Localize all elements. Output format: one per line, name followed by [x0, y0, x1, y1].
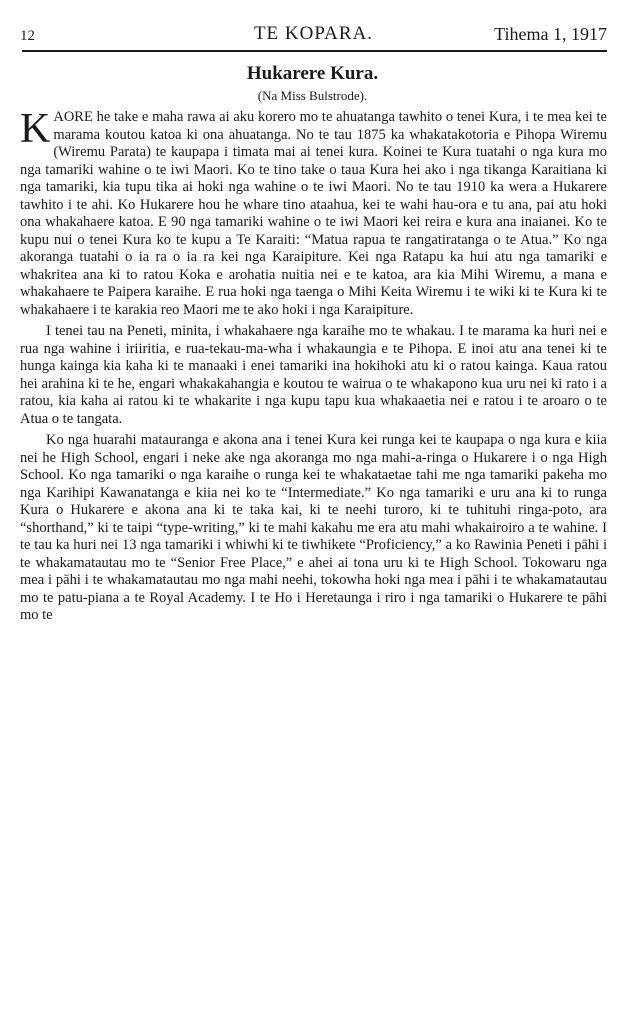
paragraph-3: Ko nga huarahi matauranga e akona ana i tenei Kura kei runga kei te kaupapa o nga kura e kiia nei he High School, engari i neke ake nga akoranga mo nga mahi-a-ringa o Hukarere i o nga High School. Ko nga tamariki o nga karaihe o runga kei te whakataetae tahi me nga tamariki pakeha mo nga Karihipi Kawanatanga e kiia nei ko te “Intermediate.” Ko nga tamariki e uru ana ki to runga Kura o Hukarere e akona ana ki te taka kai, ki te neehi turoro, ki te tuhituhi ringa-poto, ara “shorthand,” ki te taipi “type-writing,” ki te mahi kakahu me era atu mahi whakairoiro a te wahine. I te tau ka huri nei 13 nga tamariki i whiwhi ki te tiwhikete “Proficiency,” a ko Rawinia Peneti i pāhi i te whakamatautau mo te “Senior Free Place,” e ahei ai tona uru ki te High School. Tokowaru nga mea i pāhi i te whakamatautau mo nga mahi neehi, tokowha hoki nga mea i pāhi i te whakamatautau mo te patu-piana a te Royal Academy. I te Ho i Heretaunga i riro i nga tamariki o Hukarere te pāhi mo te [20, 432, 607, 623]
header-rule [22, 50, 607, 52]
page-number: 12 [20, 28, 35, 44]
paragraph-1-text: AORE he take e maha rawa ai aku korero mo te ahuatanga tawhito o tenei Kura, i te mea kei te marama koutou katoa ki ona ahuatanga. No te tau 1875 ka whakatakotoria e Pihopa Wiremu (Wiremu Parata) te kaupapa i timata mai ai tenei kura. Koinei te Kura tuatahi o nga kura mo nga tamariki wahine o te iwi Maori. Ko te tino take o taua Kura hei ako i nga tikanga Karaitiana ki nga tamariki, kia tupu tika ai hoki nga wahine o te iwi Maori. No te tau 1910 ka wera a Hukarere tawhito i te ahi. Ko Hukarere hou he whare tino ataahua, kei te wahi hau-ora e tu ana, pai atu hoki ona whakahaere katoa. E 90 nga tamariki wahine o te iwi Maori kei reira e kura ana inaianei. Ko te kupu nui o tenei Kura ko te kupu a Te Karaiti: “Matua rapua te rangatiratanga o te Atua.” Ko nga akoranga tuatahi o ia ra o ia ra kei nga Karaipiture. Kei nga Ratapu ka hui atu nga tamariki e whakritea ana ki to ratou Koka e arohatia nuitia nei e te katoa, ara kia Mihi Wiremu, a mana e whakahaere te Paipera karaihe. E rua hoki nga taenga o Mihi Keita Wiremu i te wiki ki te Kura ki te whakahaere i te karakia reo Maori me te ako hoki i nga Karaipiture. [20, 109, 607, 318]
running-head [20, 20, 607, 48]
publication-title: TE KOPARA. [253, 23, 374, 44]
article-body [20, 106, 607, 629]
paragraph-1 [20, 106, 607, 319]
article-byline: (Na Miss Bulstrode). [257, 88, 368, 103]
paragraph-2: I tenei tau na Peneti, minita, i whakahaere nga karaihe mo te whakau. I te marama ka huri nei e rua nga wahine i iriiritia, e rua-tekau-ma-wha i whakaungia e te Pihopa. E inoi atu ana tenei ki te hunga kainga kia kaha ki te manaaki i enei tamariki ina hokihoki atu ki o ratou kainga. Kaua ratou hei arahina ki te he, engari whakakahangia e koutou te wairua o te whakapono kua uru nei ki rato i a ratou, kia kaha ai ratou ki te whakarite i nga kupu tapu kua whakaaetia nei e ratou i te aroaro o te Atua o te tangata. [20, 323, 607, 427]
drop-cap: K [20, 106, 51, 152]
issue-date: Tihema 1, 1917 [494, 24, 607, 44]
article-title: Hukarere Kura. [246, 63, 379, 84]
